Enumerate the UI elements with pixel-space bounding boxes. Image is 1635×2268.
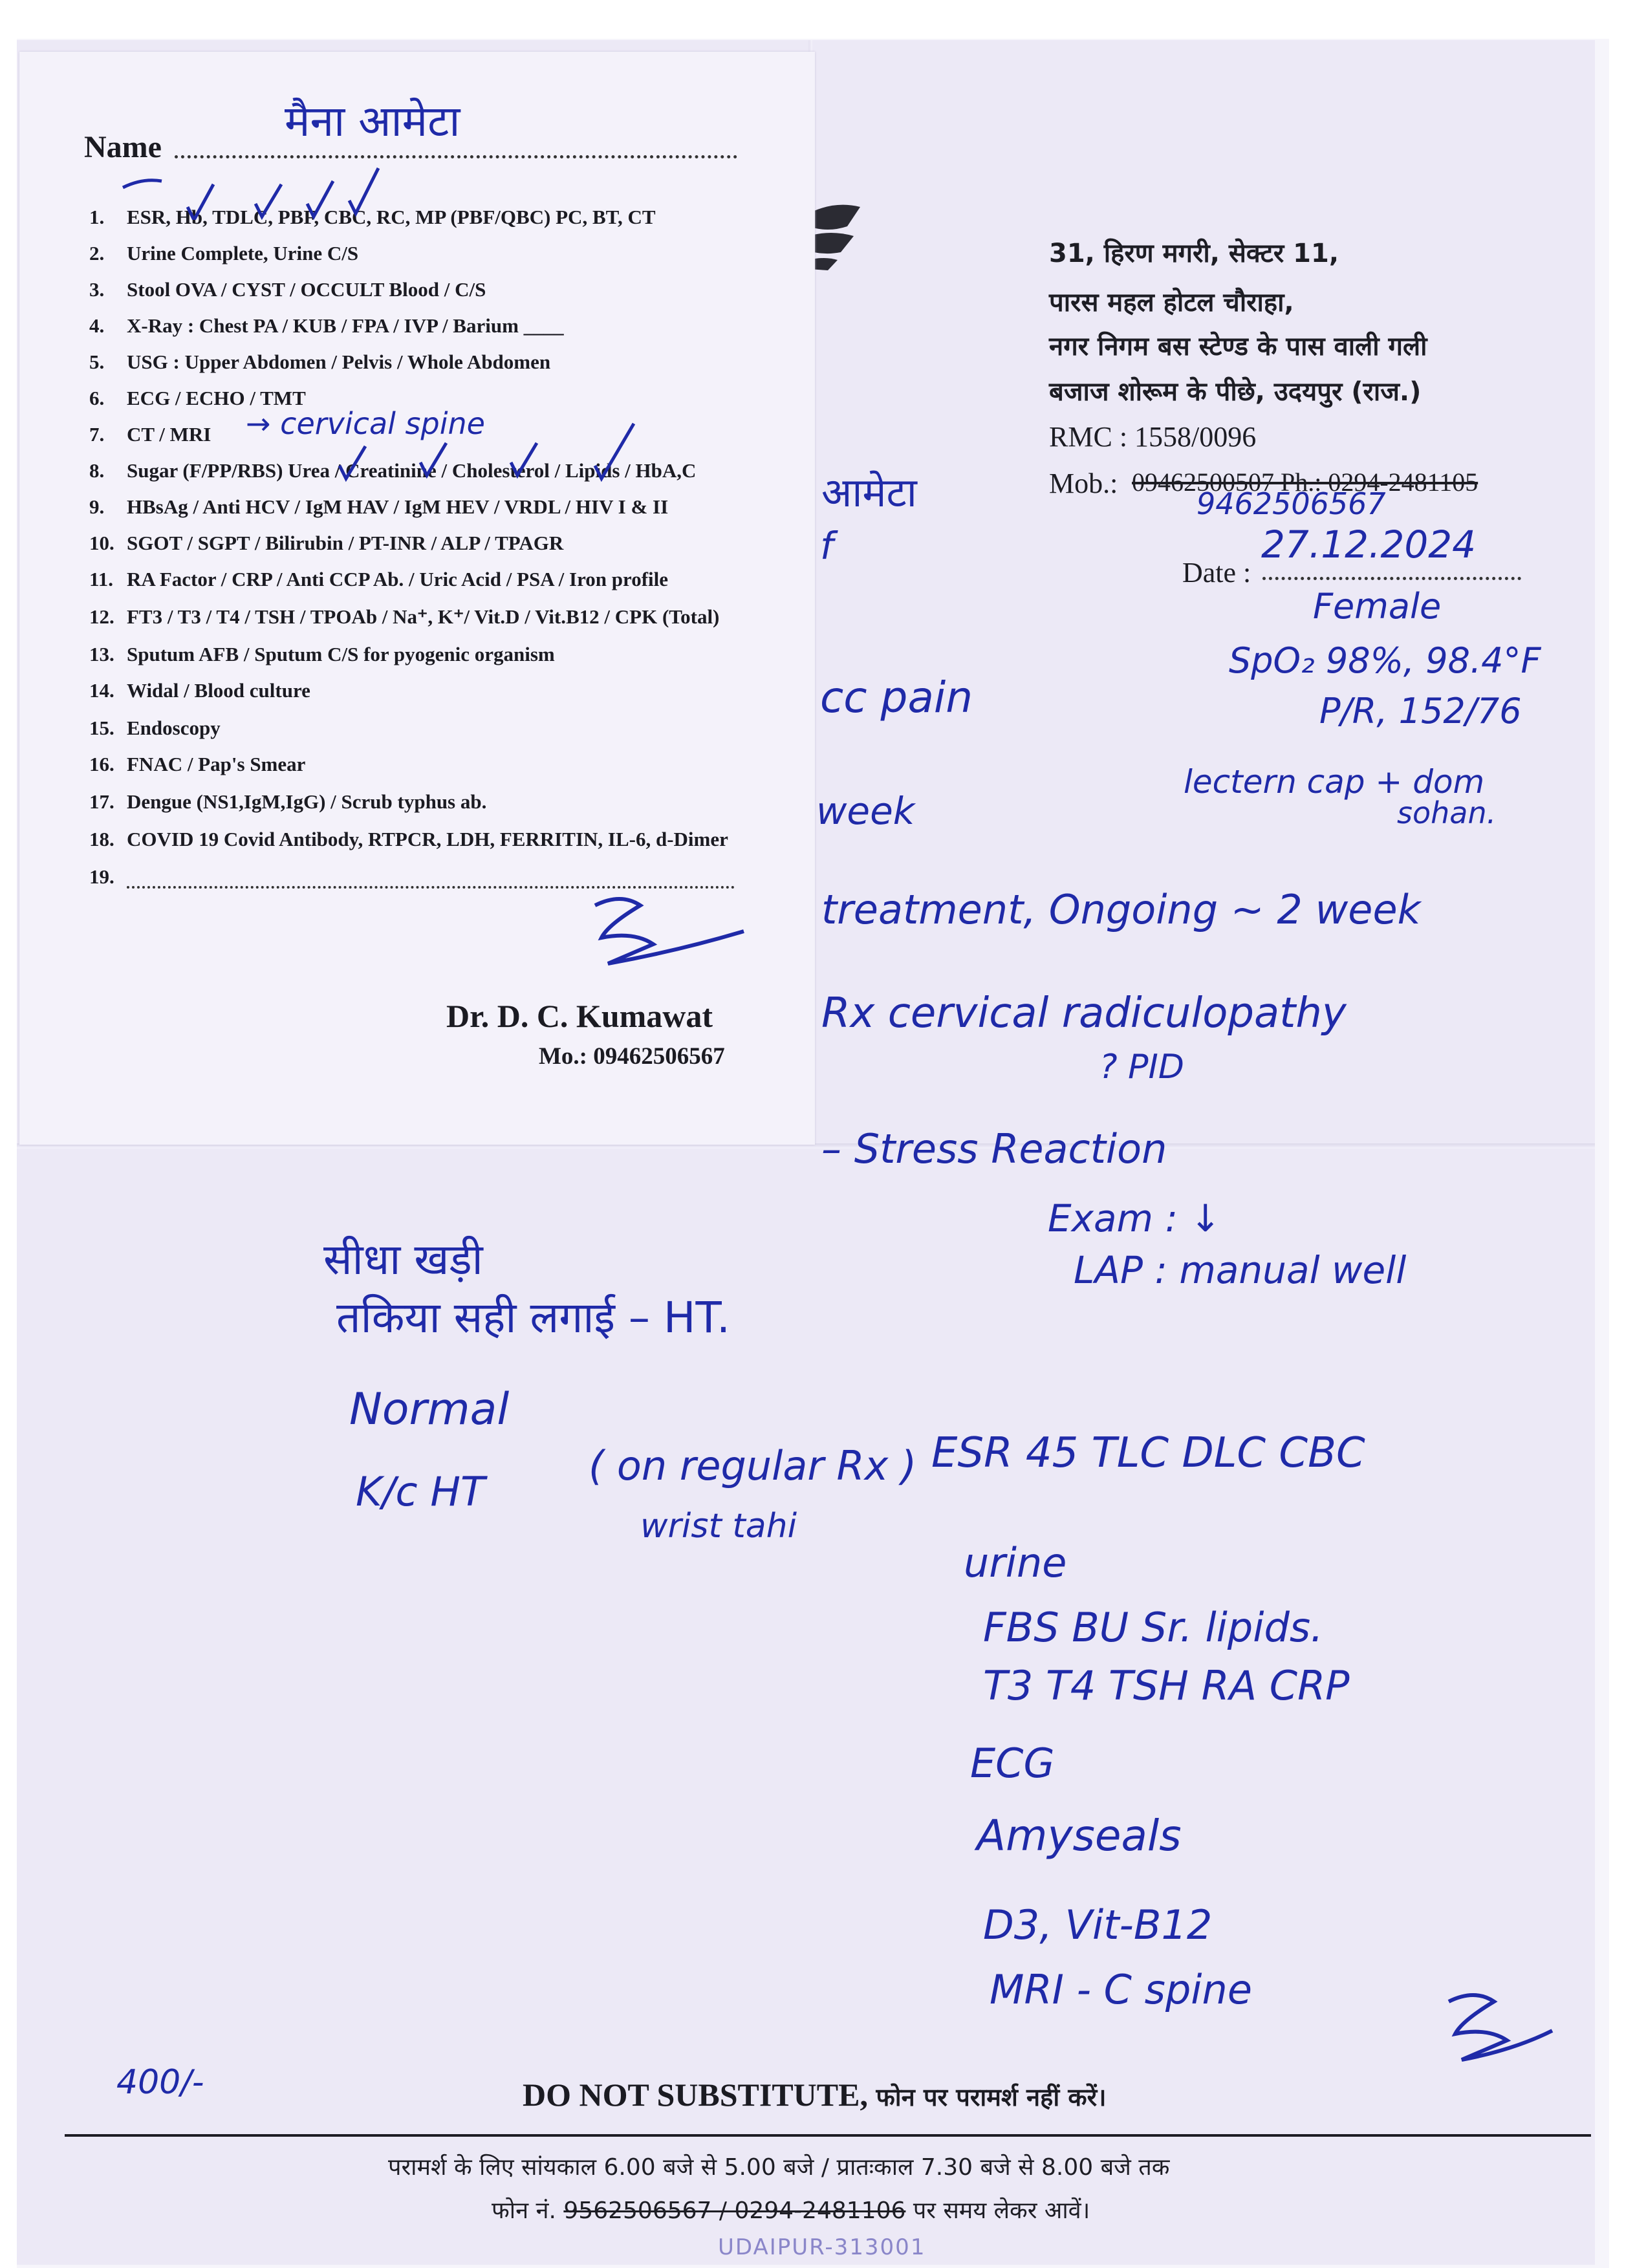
note-wrist: wrist tahi: [640, 1507, 797, 1546]
investigation-number: 6.: [89, 387, 105, 409]
note-investigations-2: urine: [964, 1539, 1067, 1586]
investigation-text: SGOT / SGPT / Bilirubin / PT-INR / ALP / TPAGR: [127, 532, 564, 554]
investigation-number: 9.: [89, 495, 105, 518]
address-stamp: UDAIPUR-313001: [718, 2234, 926, 2260]
investigation-item: [89, 753, 305, 776]
note-exam-1: Exam : ↓: [1048, 1196, 1222, 1240]
investigation-item: [89, 278, 486, 301]
investigation-item: [89, 314, 564, 338]
investigation-item: [89, 828, 728, 851]
investigation-item: [89, 242, 358, 265]
investigation-text: Sputum AFB / Sputum C/S for pyogenic organism: [127, 643, 555, 665]
note-cc-pain: cc pain: [820, 673, 973, 722]
note-fee: 400/-: [116, 2063, 204, 2102]
name-label: Name: [84, 130, 162, 164]
rmc-number: RMC : 1558/0096: [1049, 421, 1257, 453]
note-investigations-7: D3, Vit-B12: [983, 1901, 1213, 1949]
note-stress-reaction: – Stress Reaction: [821, 1125, 1167, 1172]
consultation-timing: परामर्श के लिए सांयकाल 6.00 बजे से 5.00 बजे / प्रातःकाल 7.30 बजे से 8.00 बजे तक: [388, 2154, 1170, 2181]
address-line-2: पारस महल होटल चौराहा,: [1049, 288, 1294, 318]
note-pid: ? PID: [1099, 1048, 1184, 1086]
note-fragment-f: f: [820, 524, 834, 568]
mobile-number-handwritten: 9462506567: [1196, 486, 1386, 521]
tick-marks-row-8: [336, 420, 647, 485]
investigation-text: ESR, Hb, TDLC, PBF, CBC, RC, MP (PBF/QBC) PC, BT, CT: [127, 206, 656, 228]
note-investigations-3: FBS BU Sr. lipids.: [983, 1604, 1323, 1651]
name-dotted-line: [175, 155, 737, 158]
scan-border-right: [1609, 0, 1635, 2268]
note-vitals-pr-bp: P/R, 152/76: [1319, 691, 1522, 731]
investigation-number: 5.: [89, 351, 105, 373]
mobile-label: Mob.:: [1049, 468, 1118, 499]
note-hindi-line-1: सीधा खड़ी: [323, 1235, 483, 1284]
investigation-text: COVID 19 Covid Antibody, RTPCR, LDH, FERRITIN, IL-6, d-Dimer: [127, 828, 728, 850]
investigation-number: 1.: [89, 206, 105, 228]
note-normal: Normal: [349, 1384, 510, 1435]
note-vitals-line-3: lectern cap + dom: [1184, 763, 1485, 801]
investigation-text: Urine Complete, Urine C/S: [127, 242, 359, 265]
investigation-text: Widal / Blood culture: [127, 679, 310, 702]
investigation-number: 7.: [89, 423, 105, 446]
footer-phone-line: [492, 2194, 1090, 2225]
note-vitals-line-4: sohan.: [1397, 795, 1497, 830]
note-treatment: treatment, Ongoing ~ 2 week: [821, 886, 1421, 933]
investigation-text: Sugar (F/PP/RBS) Urea / Creatinine / Cholesterol / Lipids / HbA,C: [127, 459, 697, 482]
investigation-number: 10.: [89, 532, 114, 554]
date-handwritten: 27.12.2024: [1261, 523, 1477, 567]
note-investigations-1: ESR 45 TLC DLC CBC: [931, 1429, 1365, 1477]
address-line-1: 31, हिरण मगरी, सेक्टर 11,: [1049, 239, 1339, 268]
investigation-text: FNAC / Pap's Smear: [127, 753, 306, 775]
footer-divider: [65, 2134, 1591, 2137]
investigation-text: HBsAg / Anti HCV / IgM HAV / IgM HEV / VRDL / HIV I & II: [127, 495, 669, 518]
address-line-4: बजाज शोरूम के पीछे, उदयपुर (राज.): [1049, 377, 1422, 407]
mobile-number-struck: 09462500507 Ph.: 0294-2481105: [1132, 468, 1478, 497]
patient-name-handwritten: मैना आमेटा: [285, 96, 460, 146]
scan-border-left: [0, 0, 17, 2268]
note-investigations-8: MRI - C spine: [990, 1966, 1252, 2013]
investigation-number: 15.: [89, 717, 114, 739]
note-vitals-spo2-temp: SpO₂ 98%, 98.4°F: [1229, 640, 1541, 681]
investigation-item: [89, 351, 550, 374]
investigation-item: [89, 643, 555, 666]
note-vitals-female: Female: [1313, 586, 1442, 627]
note-regular-rx: ( on regular Rx ): [589, 1442, 917, 1489]
investigation-text: Dengue (NS1,IgM,IgG) / Scrub typhus ab.: [127, 790, 487, 813]
investigation-number: 4.: [89, 314, 105, 337]
investigation-number: 16.: [89, 753, 114, 775]
investigation-number: 14.: [89, 679, 114, 702]
note-known-case-ht: K/c HT: [356, 1468, 485, 1515]
investigation-item: [89, 717, 221, 740]
investigation-item: [89, 790, 486, 814]
warning-bold-text: DO NOT SUBSTITUTE,: [523, 2077, 868, 2113]
warning-hindi-text: फोन पर परामर्श नहीं करें।: [876, 2083, 1107, 2111]
investigation-item: [89, 865, 735, 889]
tick-marks-row-1: [116, 162, 388, 220]
letterhead-logo-icon: [808, 200, 860, 272]
investigation-item: [89, 568, 668, 591]
doctor-signature-bottom-icon: [1436, 1985, 1559, 2076]
do-not-substitute-warning: [523, 2076, 1107, 2113]
investigation-number: 13.: [89, 643, 114, 665]
investigation-text: USG : Upper Abdomen / Pelvis / Whole Abdomen: [127, 351, 551, 373]
investigation-number: 2.: [89, 242, 105, 265]
investigation-number: 3.: [89, 278, 105, 301]
phone-numbers-struck: 9562506567 / 0294-2481106: [563, 2198, 906, 2224]
date-label: Date :: [1182, 557, 1251, 589]
investigation-item: [89, 532, 563, 555]
investigation-text: CT / MRI: [127, 423, 211, 446]
investigation-item: [89, 679, 310, 702]
doctor-name: Dr. D. C. Kumawat: [446, 998, 713, 1034]
investigation-item: [89, 605, 719, 629]
investigation-text: Endoscopy: [127, 717, 221, 739]
phone-suffix: पर समय लेकर आवें।: [913, 2198, 1090, 2224]
note-investigations-5: ECG: [970, 1740, 1055, 1787]
investigation-text: Stool OVA / CYST / OCCULT Blood / C/S: [127, 278, 486, 301]
investigation-text: X-Ray : Chest PA / KUB / FPA / IVP / Barium ____: [127, 314, 564, 337]
note-investigations-4: T3 T4 TSH RA CRP: [983, 1662, 1350, 1709]
investigation-text: ECG / ECHO / TMT: [127, 387, 306, 409]
address-line-3: नगर निगम बस स्टेण्ड के पास वाली गली: [1049, 332, 1427, 362]
note-investigations-6: Amyseals: [977, 1811, 1182, 1861]
scan-border-top: [0, 0, 1635, 39]
note-exam-2: LAP : manual well: [1074, 1248, 1407, 1292]
note-week: week: [816, 789, 915, 833]
phone-label: फोन नं.: [492, 2198, 556, 2224]
investigation-number: 8.: [89, 459, 105, 482]
investigation-text: FT3 / T3 / T4 / TSH / TPOAb / Na⁺, K⁺/ Vit.D / Vit.B12 / CPK (Total): [127, 605, 720, 628]
investigation-item: [89, 423, 211, 446]
investigation-text: RA Factor / CRP / Anti CCP Ab. / Uric Acid / PSA / Iron profile: [127, 568, 669, 590]
doctor-mobile: Mo.: 09462506567: [539, 1043, 725, 1070]
investigation-number: 18.: [89, 828, 114, 850]
investigation-number: 12.: [89, 605, 114, 628]
investigation-item: [89, 495, 668, 519]
note-hindi-line-2: तकिया सही लगाई – HT.: [336, 1293, 730, 1343]
note-patient-surname: आमेटा: [821, 469, 917, 516]
mri-cervical-spine-note: → cervical spine: [246, 406, 485, 441]
investigation-number: 19.: [89, 865, 114, 888]
investigation-number: 11.: [89, 568, 114, 590]
doctor-signature-slip-icon: [582, 886, 750, 983]
note-rx-diagnosis: Rx cervical radiculopathy: [821, 989, 1347, 1037]
date-dotted-line: [1262, 577, 1521, 580]
investigation-number: 17.: [89, 790, 114, 813]
